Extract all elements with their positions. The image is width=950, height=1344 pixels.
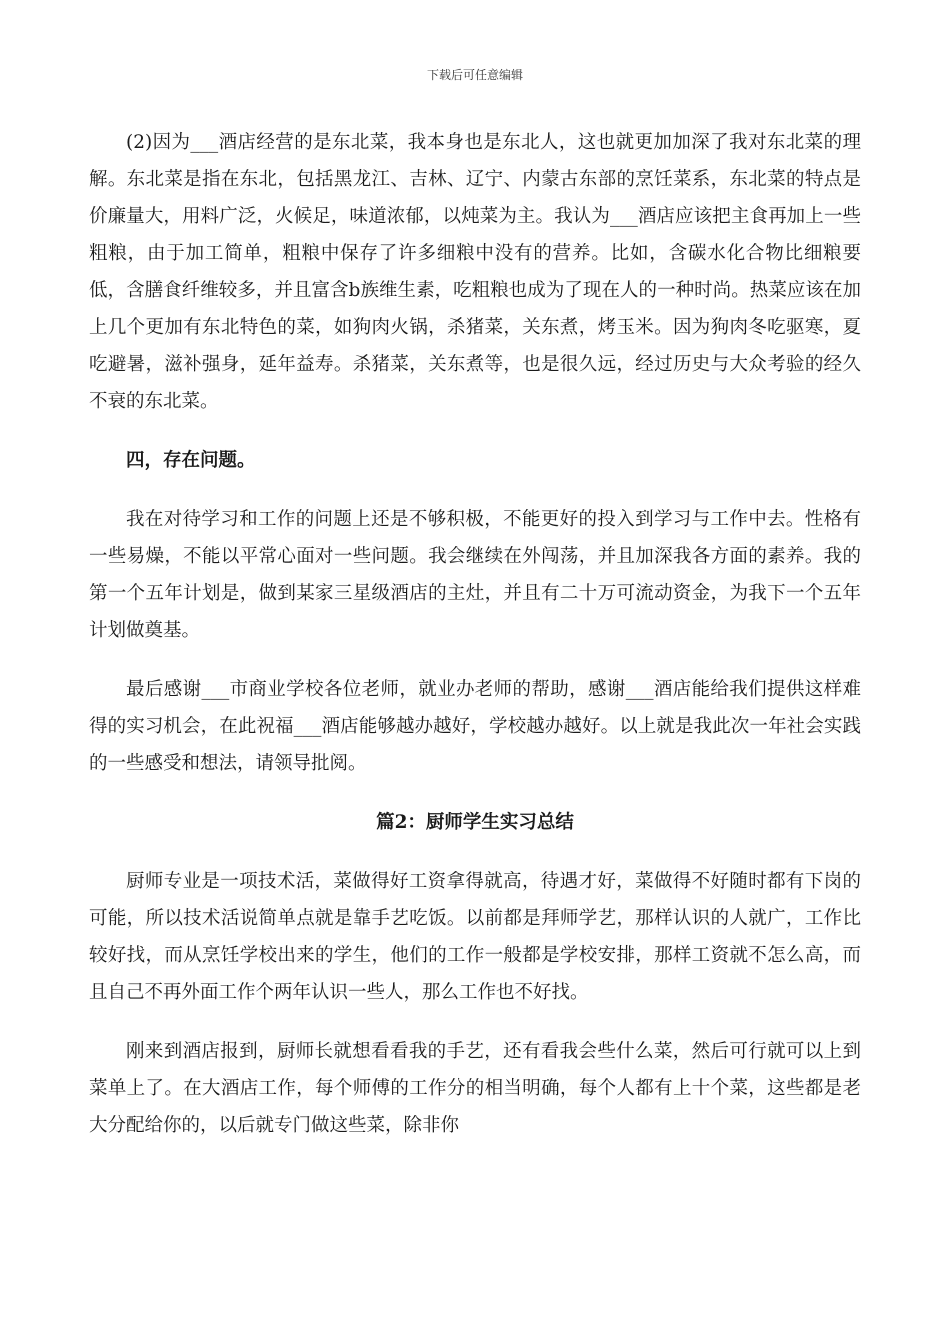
paragraph-northeast-cuisine: (2)因为___酒店经营的是东北菜，我本身也是东北人，这也就更加加深了我对东北菜的理解。东北菜是指在东北，包括黑龙江、吉林、辽宁、内蒙古东部的烹饪菜系，东北菜的特点是价廉量大，用料广泛，火候足，味道浓郁，以炖菜为主。我认为___酒店应该把主食再加上一些粗粮，由于加工简单，粗粮中保存了许多细粮中没有的营养。比如，含碳水化合物比细粮要低，含膳食纤维较多，并且富含b族维生素，吃粗粮也成为了现在人的一种时尚。热菜应该在加上几个更加有东北特色的菜，如狗肉火锅，杀猪菜，关东煮，烤玉米。因为狗肉冬吃驱寒，夏吃避暑，滋补强身，延年益寿。杀猪菜，关东煮等，也是很久远，经过历史与大众考验的经久不衰的东北菜。 (89, 132, 861, 412)
paragraph-hotel-arrival: 刚来到酒店报到，厨师长就想看看我的手艺，还有看我会些什么菜，然后可行就可以上到菜单上了。在大酒店工作，每个师傅的工作分的相当明确，每个人都有上十个菜，这些都是老大分配给你的，以后就专门做这些菜，除非你 (89, 1041, 861, 1136)
article-title: 篇2：厨师学生实习总结 (376, 812, 574, 833)
page-header: 下载后可任意编辑 (426, 68, 523, 82)
paragraph-thanks: 最后感谢___市商业学校各位老师，就业办老师的帮助，感谢___酒店能给我们提供这样难得的实习机会，在此祝福___酒店能够越办越好，学校越办越好。以上就是我此次一年社会实践的一些感受和想法，请领导批阅。 (89, 679, 861, 774)
paragraph-chef-profession: 厨师专业是一项技术活，菜做得好工资拿得就高，待遇才好，菜做得不好随时都有下岗的可能，所以技术活说简单点就是靠手艺吃饭。以前都是拜师学艺，那样认识的人就广，工作比较好找，而从烹饪学校出来的学生，他们的工作一般都是学校安排，那样工资就不怎么高，而且自己不再外面工作个两年认识一些人，那么工作也不好找。 (89, 871, 861, 1003)
document-body (89, 124, 861, 1166)
paragraph-problems: 我在对待学习和工作的问题上还是不够积极，不能更好的投入到学习与工作中去。性格有一些易燥，不能以平常心面对一些问题。我会继续在外闯荡，并且加深我各方面的素养。我的第一个五年计划是，做到某家三星级酒店的主灶，并且有二十万可流动资金，为我下一个五年计划做奠基。 (89, 509, 861, 641)
section-heading-problems: 四，存在问题。 (126, 450, 256, 471)
